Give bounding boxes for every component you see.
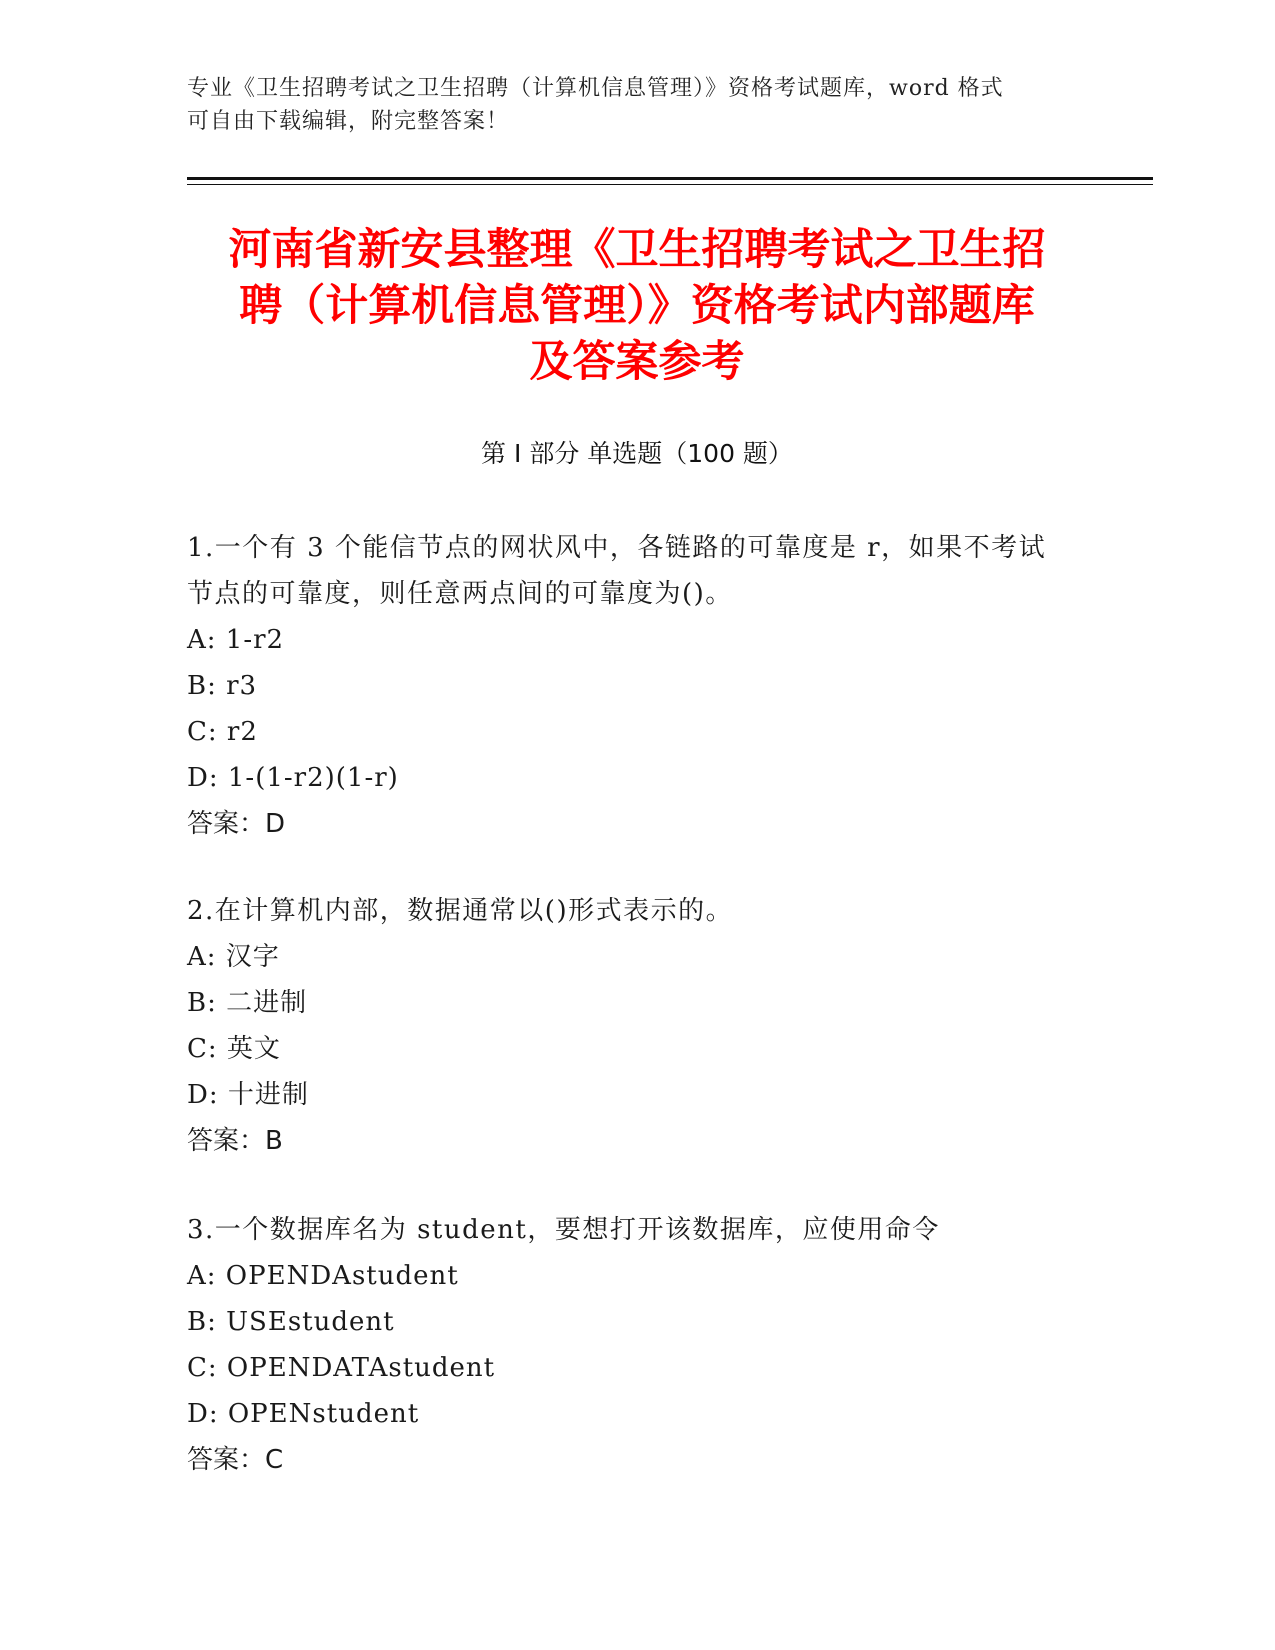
option-a: A: OPENDAstudent xyxy=(187,1261,459,1291)
document-title xyxy=(187,222,1087,390)
document-title-line1: 河南省新安县整理《卫生招聘考试之卫生招 xyxy=(228,225,1046,275)
question-stem: 3.一个数据库名为 student，要想打开该数据库，应使用命令 xyxy=(187,1215,940,1245)
question-1 xyxy=(187,525,1087,847)
answer: 答案：B xyxy=(187,1126,283,1156)
option-b: B: USEstudent xyxy=(187,1307,395,1337)
option-c: C: 英文 xyxy=(187,1034,281,1064)
header-note-line1: 专业《卫生招聘考试之卫生招聘（计算机信息管理）》资格考试题库，word 格式 xyxy=(187,76,1004,101)
header-divider-thick xyxy=(187,177,1153,180)
answer: 答案：C xyxy=(187,1445,284,1475)
question-2 xyxy=(187,888,1087,1164)
option-c: C: OPENDATAstudent xyxy=(187,1353,496,1383)
option-a: A: 汉字 xyxy=(187,942,280,972)
answer: 答案：D xyxy=(187,809,286,839)
document-title-line2: 聘（计算机信息管理）》资格考试内部题库 xyxy=(239,281,1035,331)
section-title: 第 I 部分 单选题（100 题） xyxy=(481,439,793,468)
option-c: C: r2 xyxy=(187,717,258,747)
option-d: D: OPENstudent xyxy=(187,1399,420,1429)
question-stem: 2.在计算机内部，数据通常以()形式表示的。 xyxy=(187,896,734,926)
document-title-line3: 及答案参考 xyxy=(529,337,745,387)
question-stem-continued: 节点的可靠度，则任意两点间的可靠度为()。 xyxy=(187,579,733,609)
header-divider-thin xyxy=(187,184,1153,185)
option-d: D: 1-(1-r2)(1-r) xyxy=(187,763,399,793)
option-b: B: r3 xyxy=(187,671,258,701)
option-a: A: 1-r2 xyxy=(187,625,285,655)
question-3 xyxy=(187,1207,1087,1483)
option-d: D: 十进制 xyxy=(187,1080,309,1110)
header-note xyxy=(187,72,1067,138)
header-note-line2: 可自由下载编辑，附完整答案！ xyxy=(187,109,510,134)
question-stem: 1.一个有 3 个能信节点的网状风中，各链路的可靠度是 r，如果不考试 xyxy=(187,533,1047,563)
option-b: B: 二进制 xyxy=(187,988,308,1018)
